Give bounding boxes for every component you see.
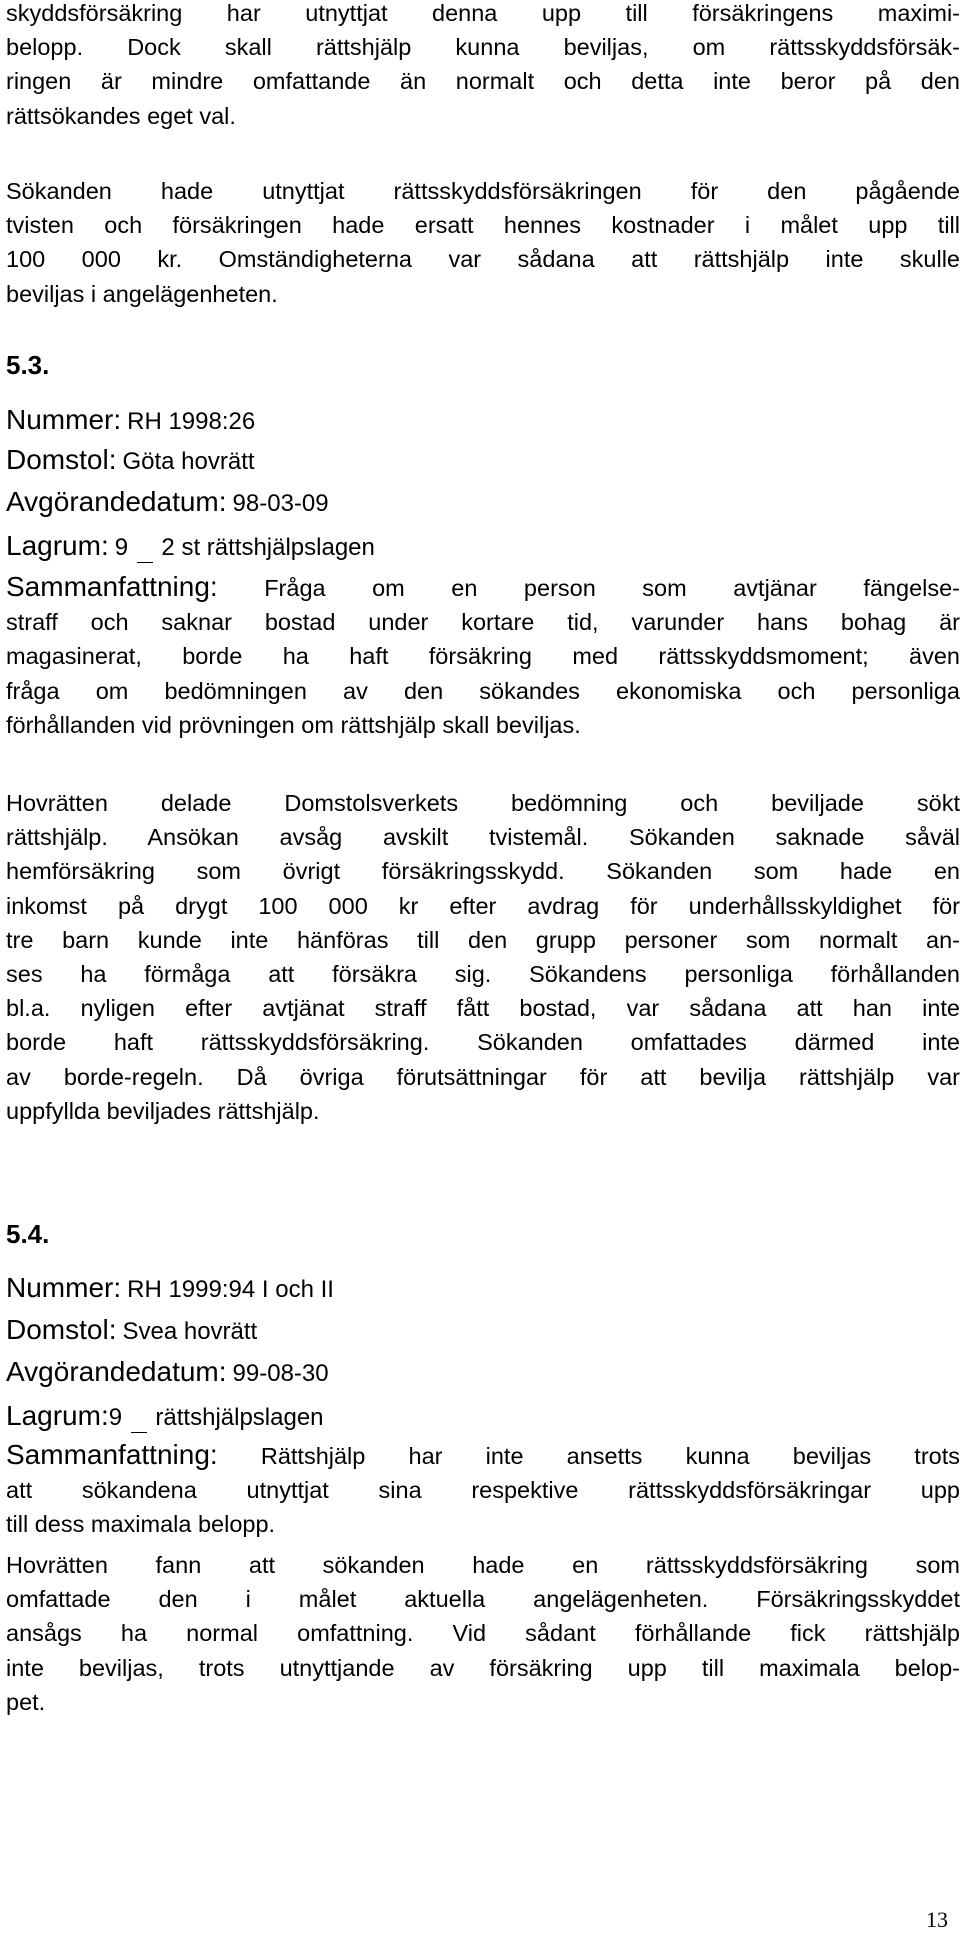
field-value: RH 1998:26 xyxy=(127,408,256,435)
field-value: 2 st rättshjälpslagen xyxy=(161,534,375,561)
body-5-3 xyxy=(6,786,960,1128)
text-line: bl.a. nyligen efter avtjänat straff fått bostad, var sådana att han inte xyxy=(6,995,960,1022)
text-line: rättsökandes eget val. xyxy=(6,102,236,129)
text-line: att sökandena utnyttjat sina respektive rättsskyddsförsäkringar upp xyxy=(6,1477,960,1504)
case-number-field xyxy=(6,400,255,442)
section-heading-5-3: 5.3. xyxy=(6,350,50,380)
field-value: Svea hovrätt xyxy=(122,1318,258,1345)
field-value: 98-03-09 xyxy=(232,490,329,517)
legal-provision-field xyxy=(6,526,375,568)
field-value: RH 1999:94 I och II xyxy=(127,1276,334,1303)
text-line: tre barn kunde inte hänföras till den grupp personer som normalt an- xyxy=(6,926,960,953)
summary-text: Fråga om en person som avtjänar fängelse- xyxy=(264,575,960,601)
text-line: inte beviljas, trots utnyttjande av försäkring upp till maximala belop- xyxy=(6,1654,960,1681)
text-line: magasinerat, borde ha haft försäkring med rättsskyddsmoment; även xyxy=(6,643,960,670)
text-line: 100 000 kr. Omständigheterna var sådana att rättshjälp inte skulle xyxy=(6,246,960,273)
text-line: fråga om bedömningen av den sökandes ekonomiska och personliga xyxy=(6,677,960,704)
field-label: Sammanfattning: xyxy=(6,571,218,602)
text-line: till dess maximala belopp. xyxy=(6,1511,276,1538)
field-value: Göta hovrätt xyxy=(122,448,255,475)
text-line: straff och saknar bostad under kortare tid, varunder hans bohag är xyxy=(6,609,960,636)
text-line: skyddsförsäkring har utnyttjat denna upp till försäkringens maximi- xyxy=(6,0,960,26)
text-line: inkomst på drygt 100 000 kr efter avdrag för underhållsskyldighet för xyxy=(6,892,960,919)
text-line: Sökanden hade utnyttjat rättsskyddsförsäkringen för den pågående xyxy=(6,178,960,204)
field-label: Lagrum: xyxy=(6,530,109,561)
text-line: belopp. Dock skall rättshjälp kunna beviljas, om rättsskyddsförsäk- xyxy=(6,34,960,61)
text-line: Hovrätten delade Domstolsverkets bedömning och beviljade sökt xyxy=(6,790,960,816)
field-label: Nummer: xyxy=(6,404,122,435)
field-label: Lagrum: xyxy=(6,1400,109,1431)
text-line: beviljas i angelägenheten. xyxy=(6,280,278,307)
paragraph-insurance xyxy=(6,174,960,311)
field-label: Avgörandedatum: xyxy=(6,1356,227,1387)
text-line: borde haft rättsskyddsförsäkring. Sökanden omfattades därmed inte xyxy=(6,1029,960,1056)
body-5-4 xyxy=(6,1548,960,1719)
field-label: Domstol: xyxy=(6,444,117,475)
page-number: 13 xyxy=(926,1907,948,1932)
section-sign-icon xyxy=(135,528,155,568)
summary-text: Rättshjälp har inte ansetts kunna beviljas trots xyxy=(260,1443,960,1469)
field-label: Avgörandedatum: xyxy=(6,486,227,517)
text-line: av borde-regeln. Då övriga förutsättningar för att bevilja rättshjälp var xyxy=(6,1063,960,1090)
summary-5-4 xyxy=(6,1438,960,1542)
field-value: 99-08-30 xyxy=(232,1360,329,1387)
legal-provision-field xyxy=(6,1396,324,1438)
section-heading-5-4: 5.4. xyxy=(6,1219,50,1249)
field-value: 9 xyxy=(108,1404,123,1431)
decision-date-field xyxy=(6,482,329,524)
court-field xyxy=(6,1310,257,1352)
case-number-field xyxy=(6,1268,334,1310)
text-line: rättshjälp. Ansökan avsåg avskilt tvistemål. Sökanden saknade såväl xyxy=(6,824,960,851)
field-label: Sammanfattning: xyxy=(6,1439,218,1470)
summary-5-3 xyxy=(6,570,960,742)
text-line: pet. xyxy=(6,1688,46,1715)
court-field xyxy=(6,440,255,482)
text-line: uppfyllda beviljades rättshjälp. xyxy=(6,1097,320,1124)
text-line: Hovrätten fann att sökanden hade en rättsskyddsförsäkring som xyxy=(6,1552,960,1578)
text-line: ringen är mindre omfattande än normalt och detta inte beror på den xyxy=(6,68,960,95)
field-label: Nummer: xyxy=(6,1272,122,1303)
summary-first-line xyxy=(6,1438,960,1473)
text-line: omfattade den i målet aktuella angelägenheten. Försäkringsskyddet xyxy=(6,1586,960,1613)
text-line: ses ha förmåga att försäkra sig. Sökandens personliga förhållanden xyxy=(6,961,960,988)
intro-paragraph xyxy=(6,0,960,133)
text-line: hemförsäkring som övrigt försäkringsskydd. Sökanden som hade en xyxy=(6,858,960,885)
text-line: ansågs ha normal omfattning. Vid sådant förhållande fick rättshjälp xyxy=(6,1620,960,1647)
summary-first-line xyxy=(6,570,960,605)
field-value: rättshjälpslagen xyxy=(155,1404,324,1431)
text-line: förhållanden vid prövningen om rättshjälp skall beviljas. xyxy=(6,711,581,738)
field-value: 9 xyxy=(114,534,129,561)
decision-date-field xyxy=(6,1352,329,1394)
field-label: Domstol: xyxy=(6,1314,117,1345)
text-line: tvisten och försäkringen hade ersatt hennes kostnader i målet upp till xyxy=(6,212,960,239)
section-sign-icon xyxy=(129,1398,149,1438)
